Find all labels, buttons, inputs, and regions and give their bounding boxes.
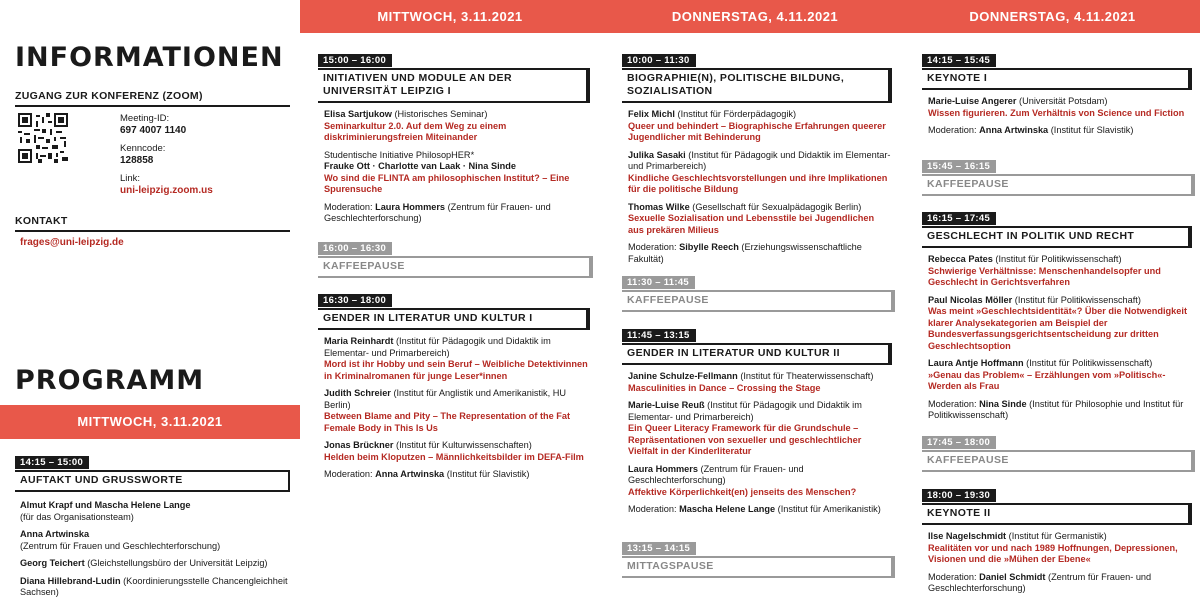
list-item: Marie-Luise Angerer (Universität Potsdam) Wissen figurieren. Zum Verhältnis von Science und Fiction bbox=[928, 96, 1185, 118]
meeting-label: Meeting-ID: bbox=[120, 113, 170, 124]
slot-politik-recht bbox=[922, 208, 1192, 422]
slot-title-box bbox=[318, 68, 590, 103]
day-heading-thursday-2: DONNERSTAG, 4.11.2021 bbox=[969, 9, 1136, 24]
slot-title: GENDER IN LITERATUR UND KULTUR II bbox=[622, 345, 890, 365]
moderation: Moderation: Daniel Schmidt (Zentrum für Frauen- und Geschlechterforschung) bbox=[928, 571, 1152, 593]
list-item: Jonas Brückner (Institut für Kulturwissenschaften) Helden beim Kloputzen – Männlichkeitsbilder im DEFA-Film bbox=[324, 440, 584, 462]
slot-title: KEYNOTE I bbox=[922, 70, 1190, 90]
zoom-heading: ZUGANG ZUR KONFERENZ (ZOOM) bbox=[15, 90, 290, 107]
qr-code-icon bbox=[18, 113, 68, 163]
slot-biographien bbox=[622, 50, 892, 265]
list-item: Janine Schulze-Fellmann (Institut für Theaterwissenschaft) Masculinities in Dance – Crossing the Stage bbox=[628, 371, 874, 393]
link-label: Link: bbox=[120, 173, 141, 184]
slot-title: KAFFEEPAUSE bbox=[922, 452, 1193, 472]
slot-title-box bbox=[922, 226, 1192, 248]
list-item: Georg Teichert (Gleichstellungsbüro der Universität Leipzig) bbox=[20, 558, 268, 568]
slot-gender-literatur-2 bbox=[622, 325, 892, 516]
list-item: Thomas Wilke (Gesellschaft für Sexualpädagogik Berlin) Sexuelle Sozialisation und Lebensstile bei Jugendlichen aus prekären Milieus bbox=[628, 201, 875, 235]
slot-title: GESCHLECHT IN POLITIK UND RECHT bbox=[922, 228, 1190, 248]
list-item: Anna Artwinska (Zentrum für Frauen und Geschlechterforschung) bbox=[20, 529, 221, 551]
meeting-block bbox=[120, 113, 213, 197]
programm-title: PROGRAMM bbox=[15, 365, 205, 396]
slot-title: BIOGRAPHIE(N), POLITISCHE BILDUNG, SOZIALISATION bbox=[622, 70, 890, 103]
slot-time: 11:45 – 13:15 bbox=[622, 329, 696, 342]
day-heading-wednesday: MITTWOCH, 3.11.2021 bbox=[377, 9, 523, 24]
slot-title-box bbox=[622, 556, 895, 578]
slot-mittagspause bbox=[622, 538, 895, 578]
moderation: Moderation: Anna Artwinska (Institut für Slavistik) bbox=[324, 469, 530, 479]
slot-title-box bbox=[922, 450, 1195, 472]
slot-time: 15:45 – 16:15 bbox=[922, 160, 996, 173]
slot-time: 17:45 – 18:00 bbox=[922, 436, 996, 449]
slot-title: INITIATIVEN UND MODULE AN DER UNIVERSITÄT LEIPZIG I bbox=[318, 70, 588, 103]
slot-gender-literatur-1 bbox=[318, 290, 590, 481]
list-item: Rebecca Pates (Institut für Politikwissenschaft) Schwierige Verhältnisse: Menschenhandelsopfer und Geschlecht in Gerichtsverfahren bbox=[928, 254, 1161, 287]
slot-title-box bbox=[922, 68, 1192, 90]
slot-time: 11:30 – 11:45 bbox=[622, 276, 695, 289]
slot-kaffeepause-2 bbox=[622, 272, 895, 312]
slot-time: 14:15 – 15:45 bbox=[922, 54, 996, 67]
day-heading-thursday: DONNERSTAG, 4.11.2021 bbox=[671, 9, 839, 24]
meeting-code: 128858 bbox=[120, 155, 154, 166]
slot-title-box bbox=[622, 343, 892, 365]
contact-heading: KONTAKT bbox=[15, 215, 290, 232]
slot-title-box bbox=[15, 470, 290, 492]
list-item: Laura Hommers (Zentrum für Frauen- und Geschlechterforschung) Affektive Körperlichkeit(en) jenseits des Menschen? bbox=[628, 463, 857, 497]
moderation: Moderation: Mascha Helene Lange (Institut für Amerikanistik) bbox=[628, 504, 881, 514]
info-title: INFORMATIONEN bbox=[15, 42, 284, 73]
contact-email[interactable]: frages@uni-leipzig.de bbox=[20, 237, 124, 248]
slot-title-box bbox=[622, 68, 892, 103]
slot-title: KAFFEEPAUSE bbox=[318, 258, 591, 278]
list-item: Felix Michl (Institut für Förderpädagogik) Queer und behindert – Biographische Erfahrungen queerer Jugendlicher mit Behinderung bbox=[628, 109, 886, 142]
slot-title-box bbox=[318, 256, 593, 278]
slot-initiativen bbox=[318, 50, 590, 225]
slot-title: KEYNOTE II bbox=[922, 505, 1190, 525]
slot-title-box bbox=[922, 503, 1192, 525]
slot-time: 16:00 – 16:30 bbox=[318, 242, 392, 255]
slot-title: AUFTAKT UND GRUSSWORTE bbox=[15, 472, 290, 492]
moderation: Moderation: Nina Sinde (Institut für Philosophie und Institut für Politikwissenschaft) bbox=[928, 398, 1184, 420]
meeting-id: 697 4007 1140 bbox=[120, 125, 187, 136]
list-item: Elisa Sartjukow (Historisches Seminar) Seminarkultur 2.0. Auf dem Weg zu einem diskriminierungsfreien Miteinander bbox=[324, 109, 507, 142]
slot-keynote-1 bbox=[922, 50, 1192, 137]
code-label: Kenncode: bbox=[120, 143, 166, 154]
list-item: Maria Reinhardt (Institut für Pädagogik und Didaktik im Elementar- und Primarbereich) Mord ist ihr Hobby und sein Beruf – Weibliche Detektivinnen in Kriminalromanen für junge Leser*innen bbox=[324, 336, 588, 381]
slot-kaffeepause-3 bbox=[922, 156, 1195, 196]
list-item: Julika Sasaki (Institut für Pädagogik und Didaktik im Elementar- und Primarbereich) Kindliche Geschlechtsvorstellungen und ihre Implikationen für die politische Bildung bbox=[628, 149, 891, 194]
slot-title: KAFFEEPAUSE bbox=[922, 176, 1193, 196]
slot-title-box bbox=[318, 308, 590, 330]
list-item: Studentische Initiative PhilosopHER* Frauke Ott · Charlotte van Laak · Nina Sinde Wo sind die FLINTA am philosophischen Institut? – Eine Spurensuche bbox=[324, 149, 570, 194]
list-item: Ilse Nagelschmidt (Institut für Germanistik) Realitäten vor und nach 1989 Hoffnungen, Depressionen, Visionen und die »Mühen der Ebene« bbox=[928, 531, 1178, 564]
slot-kaffeepause-4 bbox=[922, 432, 1195, 472]
slot-time: 16:15 – 17:45 bbox=[922, 212, 996, 225]
slot-opening bbox=[15, 452, 290, 599]
slot-time: 14:15 – 15:00 bbox=[15, 456, 89, 469]
slot-time: 16:30 – 18:00 bbox=[318, 294, 392, 307]
slot-title: KAFFEEPAUSE bbox=[622, 292, 893, 312]
programm-day-band: MITTWOCH, 3.11.2021 bbox=[0, 405, 300, 439]
list-item: Marie-Luise Reuß (Institut für Pädagogik und Didaktik im Elementar- und Primarbereich) Ein Queer Literacy Framework für die Grundschule – Repräsentationen von sexueller und geschlechtlicher Vielfalt in der Kinderliteratur bbox=[628, 400, 862, 456]
list-item: Diana Hillebrand-Ludin (Koordinierungsstelle Chancengleichheit Sachsen) bbox=[20, 575, 288, 597]
slot-time: 18:00 – 19:30 bbox=[922, 489, 996, 502]
list-item: Almut Krapf und Mascha Helene Lange (für das Organisationsteam) bbox=[20, 500, 191, 522]
slot-time: 15:00 – 16:00 bbox=[318, 54, 392, 67]
slot-kaffeepause-1 bbox=[318, 238, 593, 278]
slot-keynote-2 bbox=[922, 485, 1192, 595]
slot-title: GENDER IN LITERATUR UND KULTUR I bbox=[318, 310, 588, 330]
list-item: Judith Schreier (Institut für Anglistik und Amerikanistik, HU Berlin) Between Blame and Pity – The Representation of the Fat Female Body in This Is Us bbox=[324, 388, 571, 433]
zoom-link[interactable]: uni-leipzig.zoom.us bbox=[120, 185, 213, 196]
list-item: Paul Nicolas Möller (Institut für Politikwissenschaft) Was meint »Geschlechtsidentität«? Über die Notwendigkeit klarer Analysekategorien am Beispiel der Bundesverfassungsgerichtsentscheidung zur dritten Geschlechtsoption bbox=[928, 294, 1188, 351]
slot-title-box bbox=[922, 174, 1195, 196]
slot-title: MITTAGSPAUSE bbox=[622, 558, 893, 578]
list-item: Laura Antje Hoffmann (Institut für Politikwissenschaft) »Genau das Problem« – Erzählungen vom »Politisch«-Werden als Frau bbox=[928, 358, 1166, 391]
moderation: Moderation: Anna Artwinska (Institut für Slavistik) bbox=[928, 125, 1134, 135]
slot-time: 13:15 – 14:15 bbox=[622, 542, 696, 555]
moderation: Moderation: Sibylle Reech (Erziehungswissenschaftliche Fakultät) bbox=[628, 242, 862, 264]
slot-time: 10:00 – 11:30 bbox=[622, 54, 696, 67]
moderation: Moderation: Laura Hommers (Zentrum für Frauen- und Geschlechterforschung) bbox=[324, 201, 551, 223]
slot-title-box bbox=[622, 290, 895, 312]
